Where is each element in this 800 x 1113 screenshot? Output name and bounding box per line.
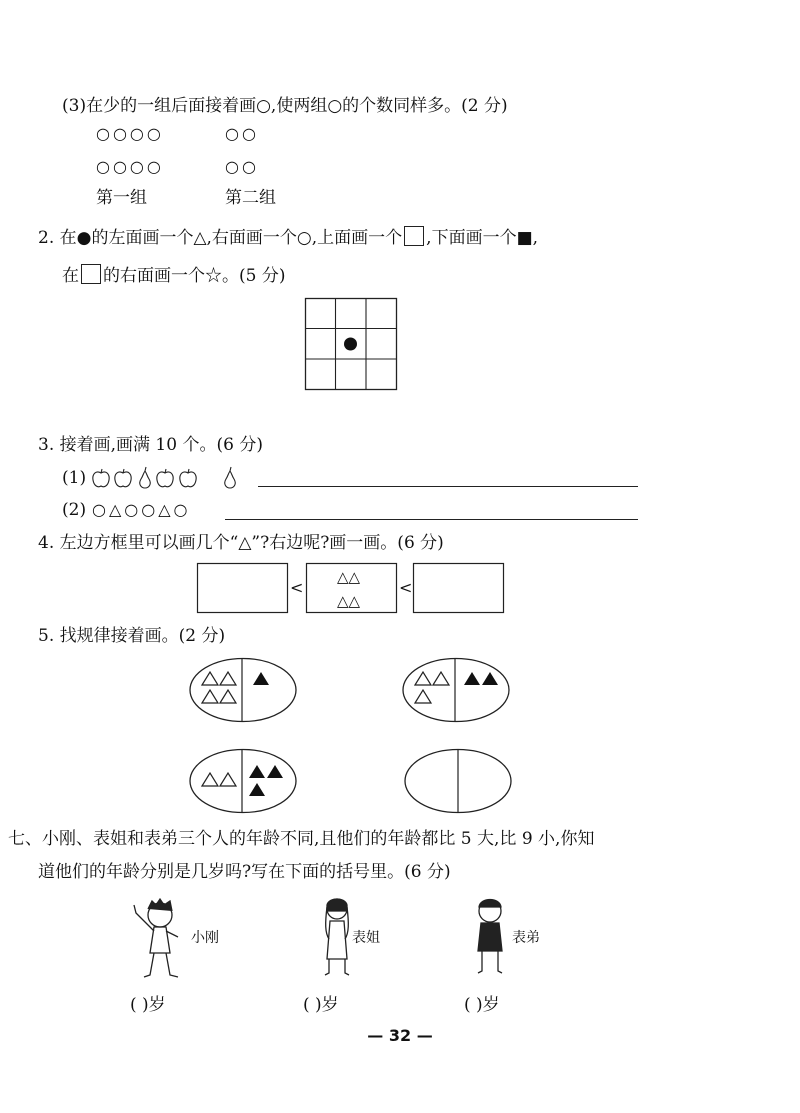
question-3-text: (3)在少的一组后面接着画○,使两组○的个数同样多。(2 分): [62, 96, 508, 116]
q2-line2-part-b: 的右面画一个☆。(5 分): [103, 266, 286, 286]
group2-label: 第二组: [225, 188, 276, 208]
boy-xiaogang-illustration: [126, 893, 196, 983]
group1-label: 第一组: [96, 188, 147, 208]
square-outline-icon: [404, 226, 424, 246]
answer-line-2: [225, 519, 638, 520]
question-5-title: 5. 找规律接着画。(2 分): [38, 626, 226, 646]
oval-1: [189, 657, 319, 723]
pear-icon: [140, 467, 150, 488]
name-xiaogang: 小刚: [191, 930, 219, 946]
grid-3x3: [305, 298, 397, 390]
group1-row1: ○○○○: [96, 124, 164, 143]
q2-line2-part-a: 在: [62, 266, 79, 286]
right-box: [413, 563, 505, 613]
square-outline-icon: [81, 264, 101, 284]
question-2-line1: [38, 226, 538, 248]
row2-shapes: ○△○○△○: [92, 500, 191, 519]
question-4-title: 4. 左边方框里可以画几个“△”?右边呢?画一画。(6 分): [38, 533, 444, 553]
question-2-line2: [62, 264, 285, 286]
middle-box-triangles-row1: △△: [337, 568, 361, 586]
apple-icon: [180, 469, 196, 487]
apple-icon: [115, 469, 131, 487]
group2-row2: ○○: [225, 157, 259, 176]
question-7-line2: 道他们的年龄分别是几岁吗?写在下面的括号里。(6 分): [38, 862, 451, 882]
q2-line1-part-b: ,下面画一个■,: [426, 228, 539, 248]
row2-label: (2): [62, 500, 87, 520]
apple-icon: [93, 469, 109, 487]
oval-2: [402, 657, 532, 723]
name-biaodi: 表弟: [512, 930, 540, 946]
answer-blank-biaodi[interactable]: ( )岁: [464, 995, 500, 1015]
row1-label: (1): [62, 468, 87, 488]
pear-icon: [225, 467, 235, 488]
q2-line1-part-a: 2. 在●的左面画一个△,右面画一个○,上面画一个: [38, 228, 403, 248]
page-number: — 32 —: [367, 1026, 433, 1045]
question-7-line1: 七、小刚、表姐和表弟三个人的年龄不同,且他们的年龄都比 5 大,比 9 小,你知: [8, 829, 595, 849]
answer-blank-biaojie[interactable]: ( )岁: [303, 995, 339, 1015]
left-box: [197, 563, 289, 613]
question-3b-title: 3. 接着画,画满 10 个。(6 分): [38, 435, 263, 455]
less-than-sign-1: <: [290, 578, 304, 597]
answer-blank-xiaogang[interactable]: ( )岁: [130, 995, 166, 1015]
less-than-sign-2: <: [399, 578, 413, 597]
apple-icon: [157, 469, 173, 487]
black-dot-icon: [344, 338, 357, 351]
group2-row1: ○○: [225, 124, 259, 143]
middle-box-triangles-row2: △△: [337, 592, 361, 610]
fruit-sequence: [90, 466, 240, 490]
oval-4-empty: [402, 748, 532, 814]
boy-biaodi-illustration: [466, 893, 516, 983]
name-biaojie: 表姐: [352, 930, 380, 946]
group1-row2: ○○○○: [96, 157, 164, 176]
answer-line-1: [258, 486, 638, 487]
oval-3: [189, 748, 319, 814]
